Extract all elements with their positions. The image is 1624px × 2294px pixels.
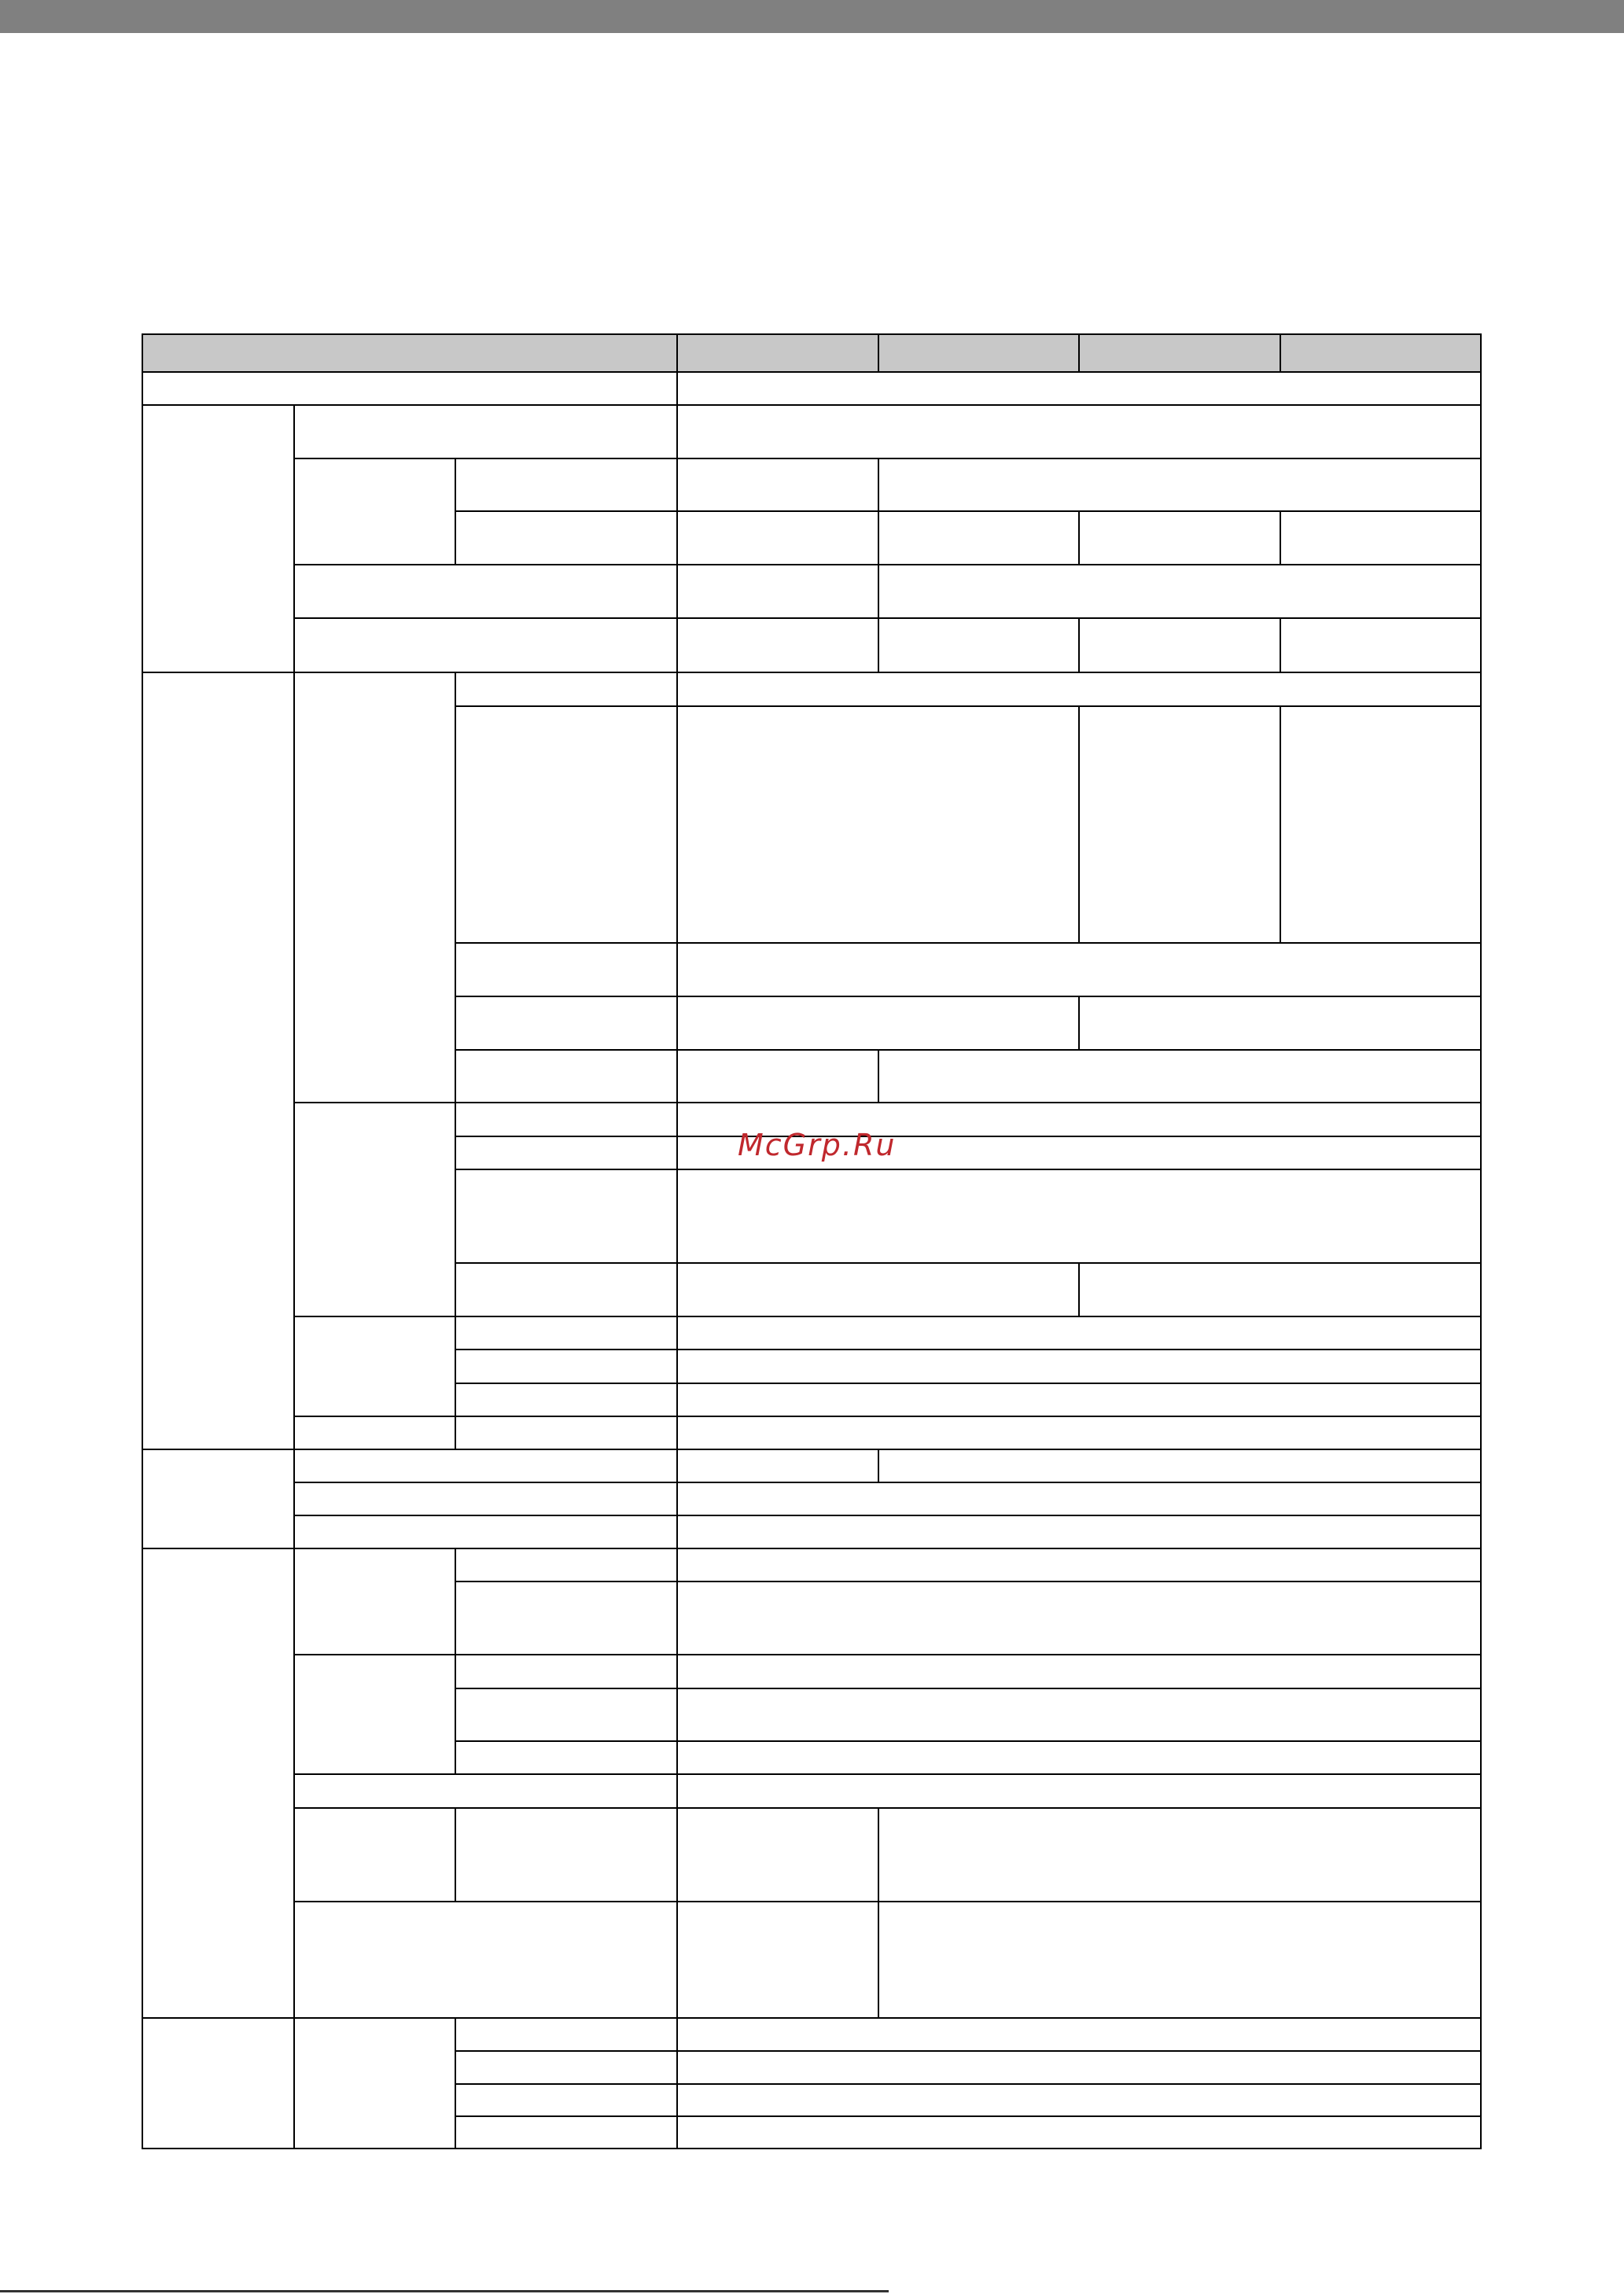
footer-rule [0, 2290, 889, 2292]
watermark-text: McGrp.Ru [738, 1128, 897, 1162]
table-border [142, 334, 1481, 2149]
